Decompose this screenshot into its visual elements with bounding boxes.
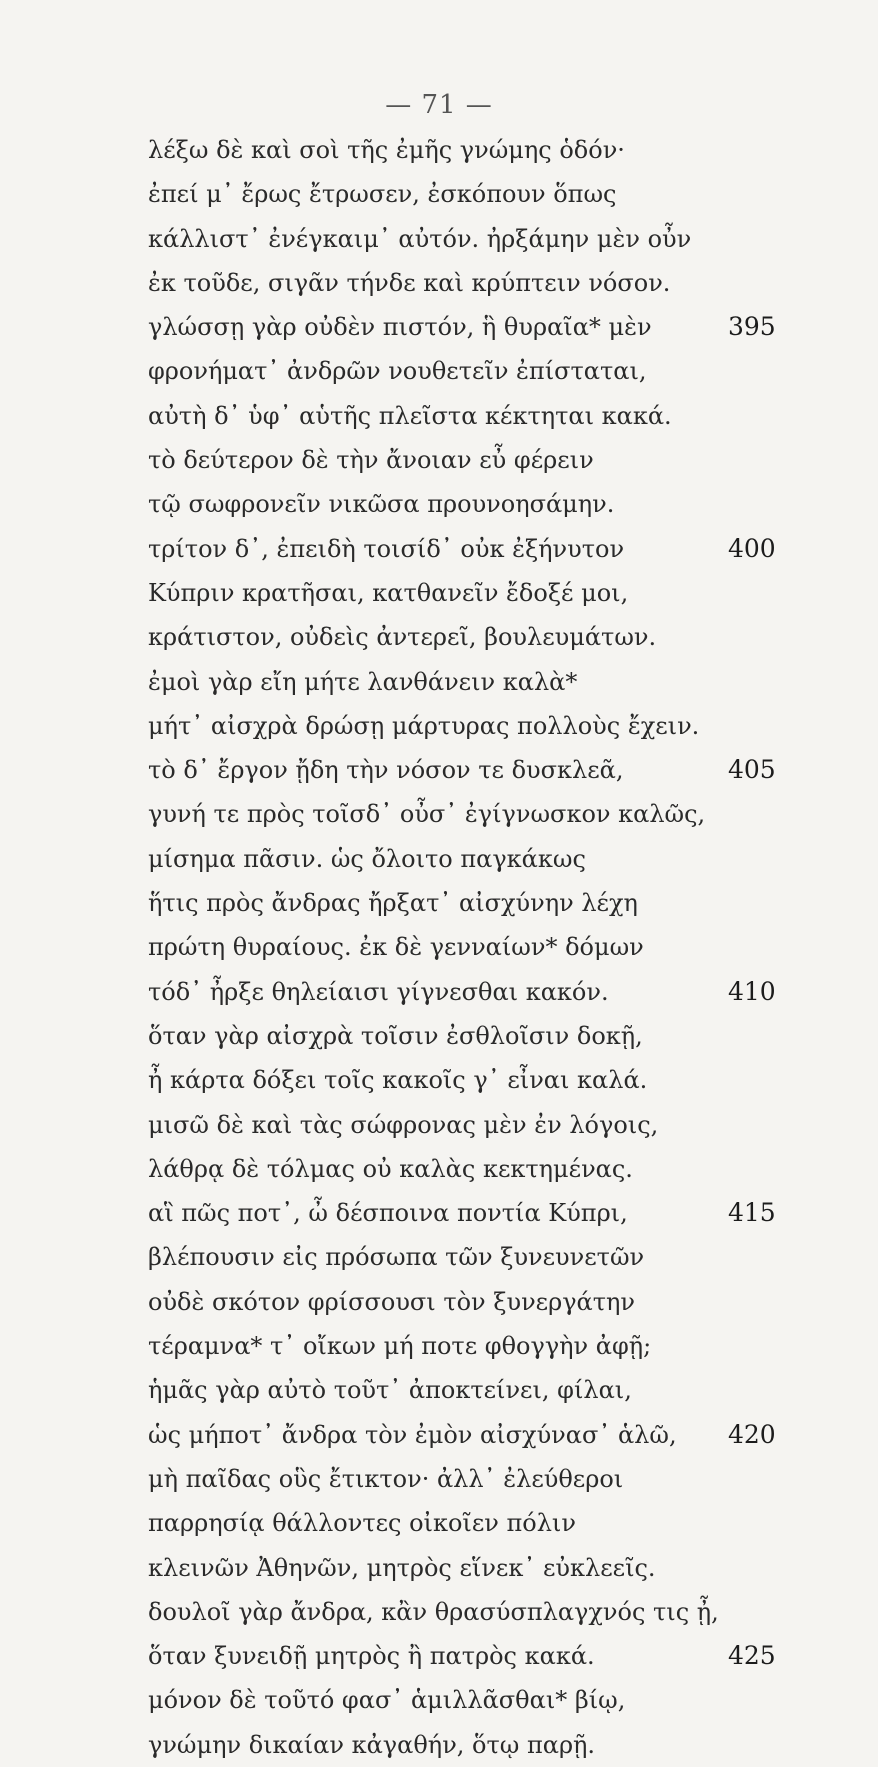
verse-line xyxy=(148,1103,788,1147)
verse-line xyxy=(148,1678,788,1722)
verse-line xyxy=(148,172,788,216)
verse-text: ἐμοὶ γὰρ εἴη μήτε λανθάνειν καλὰ* xyxy=(148,667,578,696)
verse-text: μὴ παῖδας οὓς ἔτικτον· ἀλλ᾽ ἐλεύθεροι xyxy=(148,1464,624,1493)
verse-line xyxy=(148,571,788,615)
verse-line xyxy=(148,615,788,659)
verse-line xyxy=(148,349,788,393)
verse-text: δουλοῖ γὰρ ἄνδρα, κἂν θρασύσπλαγχνός τις ᾖ, xyxy=(148,1597,719,1626)
verse-line xyxy=(148,792,788,836)
verse-text: τὸ δ᾽ ἔργον ᾔδη τὴν νόσον τε δυσκλεᾶ, xyxy=(148,756,624,785)
verse-text: γλώσσῃ γὰρ οὐδὲν πιστόν, ἣ θυραῖα* μὲν xyxy=(148,313,652,342)
verse-line xyxy=(148,1413,788,1457)
verse-line xyxy=(148,837,788,881)
verse-text: ἥτις πρὸς ἄνδρας ἤρξατ᾽ αἰσχύνην λέχη xyxy=(148,889,638,918)
verse-text: λέξω δὲ καὶ σοὶ τῆς ἐμῆς γνώμης ὁδόν· xyxy=(148,136,625,164)
verse-line xyxy=(148,1457,788,1501)
verse-line xyxy=(148,1280,788,1324)
line-number: 410 xyxy=(728,976,776,1006)
verse-text: φρονήματ᾽ ἀνδρῶν νουθετεῖν ἐπίσταται, xyxy=(148,357,647,386)
verse-text: κλεινῶν Ἀθηνῶν, μητρὸς εἵνεκ᾽ εὐκλεεῖς. xyxy=(148,1553,656,1582)
line-number: 415 xyxy=(728,1198,776,1228)
verse-line xyxy=(148,1634,788,1678)
verse-line xyxy=(148,1324,788,1368)
verse-text: κράτιστον, οὐδεὶς ἀντερεῖ, βουλευμάτων. xyxy=(148,623,657,652)
verse-text: ἐπεί μ᾽ ἔρως ἔτρωσεν, ἐσκόπουν ὅπως xyxy=(148,180,617,209)
verse-text: πρώτη θυραίους. ἐκ δὲ γενναίων* δόμων xyxy=(148,933,644,962)
verse-text: γνώμην δικαίαν κἀγαθήν, ὅτῳ παρῇ. xyxy=(148,1730,596,1759)
verse-text: αἳ πῶς ποτ᾽, ὦ δέσποινα ποντία Κύπρι, xyxy=(148,1199,628,1228)
verse-line xyxy=(148,217,788,261)
line-number: 425 xyxy=(728,1641,776,1671)
verse-line xyxy=(148,1191,788,1235)
verse-line xyxy=(148,482,788,526)
verse-line xyxy=(148,527,788,571)
verse-text: βλέπουσιν εἰς πρόσωπα τῶν ξυνευνετῶν xyxy=(148,1243,645,1272)
verse-text: κάλλιστ᾽ ἐνέγκαιμ᾽ αὐτόν. ἠρξάμην μὲν οὖν xyxy=(148,224,692,253)
verse-line xyxy=(148,1546,788,1590)
verse-line xyxy=(148,1147,788,1191)
verse-line xyxy=(148,704,788,748)
verse-line xyxy=(148,261,788,305)
verse-text: λάθρᾳ δὲ τόλμας οὐ καλὰς κεκτημένας. xyxy=(148,1154,633,1183)
verse-text: τρίτον δ᾽, ἐπειδὴ τοισίδ᾽ οὐκ ἐξήνυτον xyxy=(148,534,625,563)
verse-text: ἡμᾶς γὰρ αὐτὸ τοῦτ᾽ ἀποκτείνει, φίλαι, xyxy=(148,1376,632,1405)
verse-line xyxy=(148,660,788,704)
verse-line xyxy=(148,1723,788,1767)
verse-text: γυνή τε πρὸς τοῖσδ᾽ οὖσ᾽ ἐγίγνωσκον καλῶς, xyxy=(148,800,706,829)
verse-text: μισῶ δὲ καὶ τὰς σώφρονας μὲν ἐν λόγοις, xyxy=(148,1110,659,1139)
verse-text: αὐτὴ δ᾽ ὑφ᾽ αὑτῆς πλεῖστα κέκτηται κακά. xyxy=(148,401,672,430)
verse-line xyxy=(148,438,788,482)
verse-line xyxy=(148,1368,788,1412)
verse-text: τὸ δεύτερον δὲ τὴν ἄνοιαν εὖ φέρειν xyxy=(148,446,594,475)
verse-text: τόδ᾽ ἦρξε θηλείαισι γίγνεσθαι κακόν. xyxy=(148,977,609,1006)
verse-text: ὅταν ξυνειδῇ μητρὸς ἢ πατρὸς κακά. xyxy=(148,1642,595,1671)
verse-text: Κύπριν κρατῆσαι, κατθανεῖν ἔδοξέ μοι, xyxy=(148,578,629,607)
verse-text: οὐδὲ σκότον φρίσσουσι τὸν ξυνεργάτην xyxy=(148,1287,636,1316)
verse-text: παρρησίᾳ θάλλοντες οἰκοῖεν πόλιν xyxy=(148,1509,576,1538)
verse-text: ἐκ τοῦδε, σιγᾶν τήνδε καὶ κρύπτειν νόσον. xyxy=(148,268,671,297)
verse-line xyxy=(148,1058,788,1102)
verse-line xyxy=(148,394,788,438)
verse-line xyxy=(148,748,788,792)
verse-text: τῷ σωφρονεῖν νικῶσα προυνοησάμην. xyxy=(148,490,615,519)
verse-line xyxy=(148,925,788,969)
verse-line xyxy=(148,128,788,172)
verse-text: ὅταν γὰρ αἰσχρὰ τοῖσιν ἐσθλοῖσιν δοκῇ, xyxy=(148,1021,643,1050)
verse-line xyxy=(148,1014,788,1058)
verse-line xyxy=(148,1590,788,1634)
verse-text: μόνον δὲ τοῦτό φασ᾽ ἁμιλλᾶσθαι* βίῳ, xyxy=(148,1686,626,1715)
line-number: 405 xyxy=(728,755,776,785)
verse-text: τέραμνα* τ᾽ οἴκων μή ποτε φθογγὴν ἀφῇ; xyxy=(148,1332,652,1361)
verse-line xyxy=(148,881,788,925)
page-number: — 71 — xyxy=(385,90,493,120)
line-number: 420 xyxy=(728,1419,776,1449)
verse-block xyxy=(148,128,788,1767)
verse-line xyxy=(148,970,788,1014)
line-number: 395 xyxy=(728,312,776,342)
verse-line xyxy=(148,305,788,349)
verse-line xyxy=(148,1235,788,1279)
verse-text: ἦ κάρτα δόξει τοῖς κακοῖς γ᾽ εἶναι καλά. xyxy=(148,1066,648,1095)
verse-text: ὡς μήποτ᾽ ἄνδρα τὸν ἐμὸν αἰσχύνασ᾽ ἁλῶ, xyxy=(148,1420,677,1449)
verse-line xyxy=(148,1501,788,1545)
line-number: 400 xyxy=(728,533,776,563)
verse-text: μίσημα πᾶσιν. ὡς ὄλοιτο παγκάκως xyxy=(148,844,586,873)
verse-text: μήτ᾽ αἰσχρὰ δρώσῃ μάρτυρας πολλοὺς ἔχειν. xyxy=(148,711,700,740)
